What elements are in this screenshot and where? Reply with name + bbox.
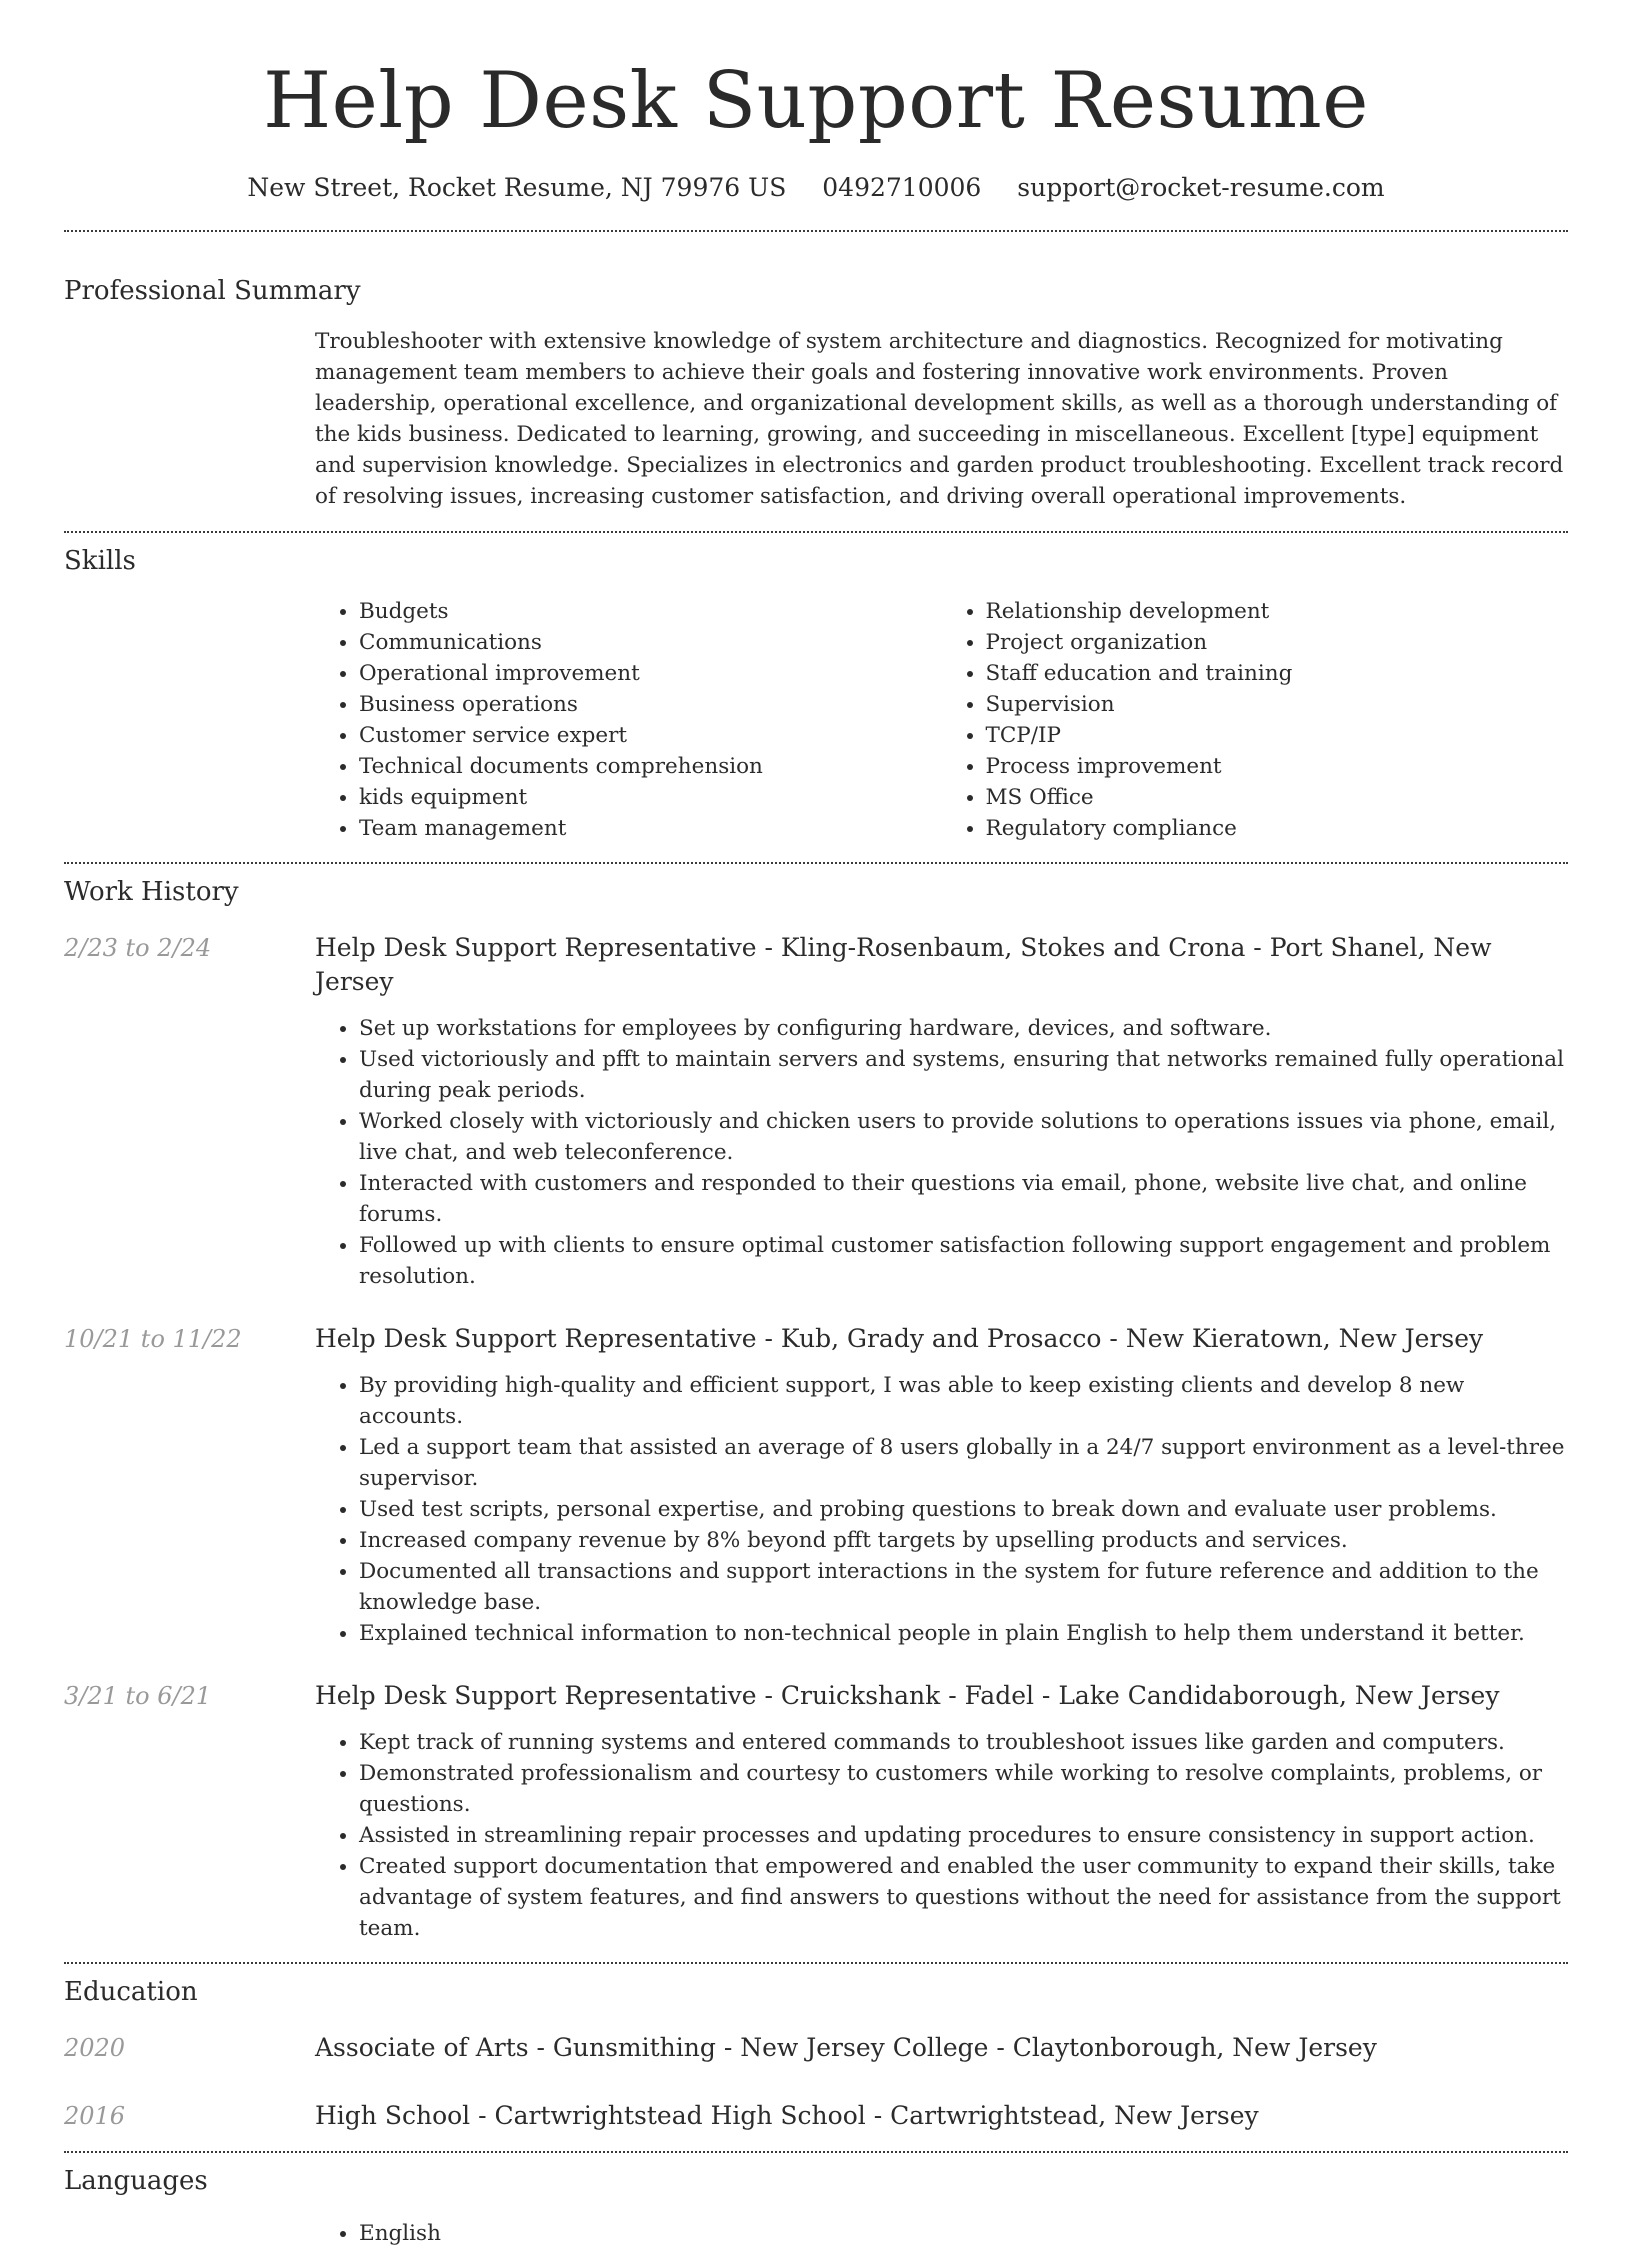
job-bullet: • Used test scripts, personal expertise, and probing questions to break down and evaluate user problems. [359,1494,1568,1525]
job-entry [64,931,1568,1292]
skill-item: • TCP/IP [986,720,1569,751]
job-bullet: • Used victoriously and pfft to maintain servers and systems, ensuring that networks remained fully operational during peak periods. [359,1044,1568,1106]
education-heading: High School - Cartwrightstead High School - Cartwrightstead, New Jersey [315,2101,1259,2130]
skill-item: • Project organization [986,627,1569,658]
skill-item: • Supervision [986,689,1569,720]
job-bullet: • By providing high-quality and efficient support, I was able to keep existing clients and develop 8 new accounts. [359,1370,1568,1432]
job-entry [64,1679,1568,1944]
skill-item: • Regulatory compliance [986,813,1569,844]
skills-grid [315,596,1568,844]
job-entry [64,1322,1568,1649]
skills-list-right [942,596,1569,844]
job-dates: 2/23 to 2/24 [64,934,212,962]
job-dates: 10/21 to 11/22 [64,1325,242,1353]
skill-item: • MS Office [986,782,1569,813]
job-bullet: • Led a support team that assisted an average of 8 users globally in a 24/7 support environment as a level-three supervisor. [359,1432,1568,1494]
job-bullet: • Assisted in streamlining repair processes and updating procedures to ensure consistency in support action. [359,1820,1568,1851]
job-bullet: • Kept track of running systems and entered commands to troubleshoot issues like garden and computers. [359,1727,1568,1758]
skill-item: • Staff education and training [986,658,1569,689]
divider [64,2151,1568,2153]
education-year: 2020 [64,2034,126,2062]
section-title-skills: Skills [64,546,136,576]
language-bullets [315,2218,1568,2249]
skill-item: • kids equipment [359,782,942,813]
email: support@rocket-resume.com [1017,173,1385,202]
education-entry [64,2099,1568,2133]
job-details [315,1370,1568,1649]
section-title-summary: Professional Summary [64,276,361,306]
languages-list [315,2218,1568,2249]
skill-item: • Process improvement [986,751,1569,782]
skill-item: • Team management [359,813,942,844]
job-heading: Help Desk Support Representative - Kub, Grady and Prosacco - New Kieratown, New Jersey [315,1324,1484,1353]
section-title-work-history: Work History [64,877,239,907]
job-details [315,1013,1568,1292]
job-bullets [315,1727,1568,1944]
job-bullet: • Worked closely with victoriously and chicken users to provide solutions to operations issues via phone, email, live chat, and web teleconference. [359,1106,1568,1168]
section-title-education: Education [64,1977,198,2007]
skill-item: • Business operations [359,689,942,720]
language-item: • English [359,2218,1568,2249]
resume-title: Help Desk Support Resume [263,56,1369,146]
education-entry [64,2031,1568,2065]
job-heading: Help Desk Support Representative - Kling-Rosenbaum, Stokes and Crona - Port Shanel, New Jersey [315,933,1492,996]
job-bullet: • Increased company revenue by 8% beyond pfft targets by upselling products and services. [359,1525,1568,1556]
job-header [64,931,1568,999]
job-bullet: • Interacted with customers and responded to their questions via email, phone, website live chat, and online forums. [359,1168,1568,1230]
divider [64,862,1568,864]
skill-item: • Customer service expert [359,720,942,751]
job-bullet: • Demonstrated professionalism and courtesy to customers while working to resolve complaints, problems, or questions. [359,1758,1568,1820]
job-bullets [315,1013,1568,1292]
job-bullet: • Followed up with clients to ensure optimal customer satisfaction following support engagement and problem resolution. [359,1230,1568,1292]
skill-item: • Relationship development [986,596,1569,627]
job-heading: Help Desk Support Representative - Cruickshank - Fadel - Lake Candidaborough, New Jersey [315,1681,1500,1710]
job-bullet: • Created support documentation that empowered and enabled the user community to expand their skills, take advantage of system features, and find answers to questions without the need for assistance from the support team. [359,1851,1568,1944]
skill-item: • Operational improvement [359,658,942,689]
job-header [64,1322,1568,1356]
job-details [315,1727,1568,1944]
skills-list-left [315,596,942,844]
skill-item: • Budgets [359,596,942,627]
education-year: 2016 [64,2102,126,2130]
job-header [64,1679,1568,1713]
resume-page [64,0,1568,2249]
divider [64,230,1568,232]
address: New Street, Rocket Resume, NJ 79976 US [247,173,787,202]
job-bullet: • Set up workstations for employees by configuring hardware, devices, and software. [359,1013,1568,1044]
job-bullet: • Explained technical information to non-technical people in plain English to help them understand it better. [359,1618,1568,1649]
job-bullets [315,1370,1568,1649]
summary-text: Troubleshooter with extensive knowledge of system architecture and diagnostics. Recognized for motivating management team members to achieve their goals and fostering innovative work environments. Proven leadership, operational excellence, and organizational development skills, as well as a thorough understanding of the kids business. Dedicated to learning, growing, and succeeding in miscellaneous. Excellent [type] equipment and supervision knowledge. Specializes in electronics and garden product troubleshooting. Excellent track record of resolving issues, increasing customer satisfaction, and driving overall operational improvements. [315,329,1564,509]
contact-line [64,172,1568,204]
section-title-languages: Languages [64,2166,208,2196]
divider [64,1962,1568,1964]
divider [64,531,1568,533]
skill-item: • Technical documents comprehension [359,751,942,782]
job-dates: 3/21 to 6/21 [64,1682,212,1710]
job-bullet: • Documented all transactions and support interactions in the system for future reference and addition to the knowledge base. [359,1556,1568,1618]
phone: 0492710006 [822,173,982,202]
skill-item: • Communications [359,627,942,658]
education-heading: Associate of Arts - Gunsmithing - New Jersey College - Claytonborough, New Jersey [315,2033,1377,2062]
